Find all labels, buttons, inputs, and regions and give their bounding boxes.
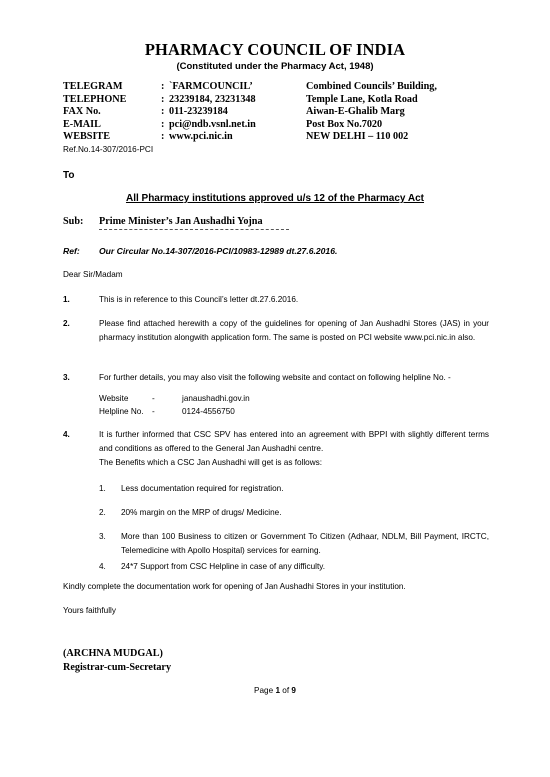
address-line: Combined Councils’ Building,	[306, 81, 437, 92]
signatory-name: (ARCHNA MUDGAL)	[63, 648, 163, 659]
contact-key: TELEGRAM	[63, 81, 123, 92]
contact-block	[63, 81, 503, 144]
paragraph-4	[63, 428, 489, 457]
website-dash: -	[152, 394, 155, 403]
helpline-dash: -	[152, 407, 155, 416]
address-line: Temple Lane, Kotla Road	[306, 93, 418, 105]
contact-row-telephone	[63, 94, 503, 107]
address-line: Aiwan-E-Ghalib Marg	[306, 106, 405, 118]
contact-value: www.pci.nic.in	[169, 131, 233, 143]
salutation: Dear Sir/Madam	[63, 270, 123, 279]
contact-value: pci@ndb.vsnl.net.in	[169, 118, 256, 130]
benefit-item	[99, 560, 489, 574]
subject-label: Sub:	[63, 216, 84, 227]
contact-colon: :	[161, 118, 165, 130]
paragraph-2	[63, 317, 489, 346]
paragraph-number: 3.	[63, 373, 70, 382]
addressee	[0, 193, 550, 204]
paragraph-text: For further details, you may also visit the following website and contact on following helpline No. -	[99, 373, 451, 382]
contact-row-telegram	[63, 81, 503, 94]
paragraph-text: This is in reference to this Council’s letter dt.27.6.2016.	[99, 295, 299, 304]
contact-key: FAX No.	[63, 106, 101, 118]
paragraph-text: It is further informed that CSC SPV has entered into an agreement with BPPI with slightly different terms and conditions as offered to the General Jan Aushadhi centre.	[99, 430, 489, 454]
addressee-text: All Pharmacy institutions approved u/s 12 of the Pharmacy Act	[125, 193, 425, 204]
benefits-intro: The Benefits which a CSC Jan Aushadhi will get is as follows:	[99, 458, 322, 467]
benefit-text: More than 100 Business to citizen or Government To Citizen (Adhaar, NDLM, Bill Payment, IRCTC, Telemedicine with Apollo Hospital) services for earning.	[121, 532, 489, 556]
paragraph-number: 4.	[63, 430, 70, 439]
subject-divider	[99, 229, 289, 230]
website-row	[99, 394, 250, 403]
contact-row-email	[63, 119, 503, 132]
subject-text: Prime Minister’s Jan Aushadhi Yojna	[99, 216, 263, 227]
benefit-number: 3.	[99, 532, 106, 541]
paragraph-3	[63, 371, 489, 385]
helpline-value: 0124-4556750	[182, 407, 235, 416]
benefit-text: 24*7 Support from CSC Helpline in case of any difficulty.	[121, 562, 326, 571]
paragraph-1	[63, 293, 489, 307]
contact-row-fax	[63, 106, 503, 119]
page-footer	[0, 686, 550, 695]
helpline-row	[99, 407, 235, 416]
subject-line	[63, 216, 263, 227]
paragraph-text: Please find attached herewith a copy of the guidelines for opening of Jan Aushadhi Stores (JAS) in your pharmacy institution alongwith application form. The same is posted on PCI website www.pci.nic.in also.	[99, 319, 489, 343]
benefit-text: 20% margin on the MRP of drugs/ Medicine.	[121, 508, 282, 517]
benefit-item	[99, 482, 489, 496]
contact-value: 011-23239184	[169, 106, 228, 118]
contact-key: TELEPHONE	[63, 93, 127, 105]
website-value: janaushadhi.gov.in	[182, 394, 250, 403]
contact-key: E-MAIL	[63, 118, 101, 130]
footer-page: 1	[275, 686, 280, 695]
footer-prefix: Page	[254, 686, 276, 695]
reference-text: Our Circular No.14-307/2016-PCI/10983-12989 dt.27.6.2016.	[99, 246, 338, 256]
signatory-designation: Registrar-cum-Secretary	[63, 662, 172, 673]
closing-text: Kindly complete the documentation work for opening of Jan Aushadhi Stores in your institution.	[63, 582, 406, 591]
footer-of: of	[280, 686, 292, 695]
to-label: To	[63, 170, 75, 181]
yours-faithfully: Yours faithfully	[63, 606, 116, 615]
contact-key: WEBSITE	[63, 131, 110, 143]
address-line: NEW DELHI – 110 002	[306, 131, 409, 143]
benefit-number: 4.	[99, 562, 106, 571]
helpline-key: Helpline No.	[99, 407, 144, 416]
benefit-item	[99, 530, 489, 559]
address-line: Post Box No.7020	[306, 118, 383, 130]
reference-number: Ref.No.14-307/2016-PCI	[63, 145, 154, 154]
paragraph-number: 2.	[63, 319, 70, 328]
benefit-text: Less documentation required for registration.	[121, 484, 284, 493]
council-title: PHARMACY COUNCIL OF INDIA	[144, 40, 406, 59]
benefit-item	[99, 506, 489, 520]
website-key: Website	[99, 394, 129, 403]
contact-row-website	[63, 131, 503, 144]
contact-colon: :	[161, 81, 165, 92]
contact-value: 23239184, 23231348	[169, 93, 256, 105]
reference-label: Ref:	[63, 246, 80, 256]
benefit-number: 2.	[99, 508, 106, 517]
benefit-number: 1.	[99, 484, 106, 493]
contact-value: `FARMCOUNCIL’	[169, 81, 253, 92]
contact-colon: :	[161, 131, 165, 143]
reference-line	[63, 246, 337, 256]
footer-total: 9	[291, 686, 296, 695]
paragraph-number: 1.	[63, 295, 70, 304]
contact-colon: :	[161, 106, 165, 118]
contact-colon: :	[161, 93, 165, 105]
council-subtitle: (Constituted under the Pharmacy Act, 1948)	[176, 61, 374, 72]
